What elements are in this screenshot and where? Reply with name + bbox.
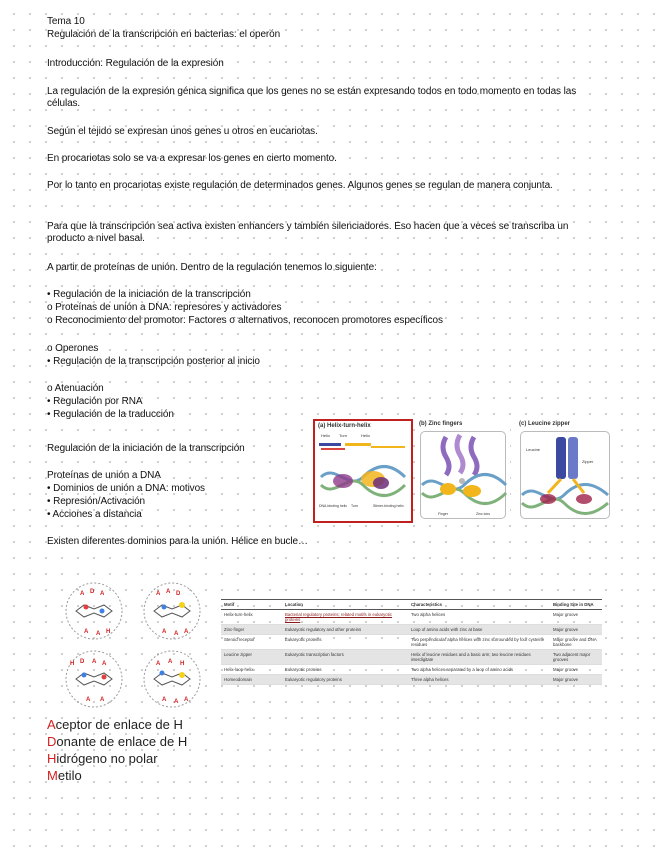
- table-cell: Eukaryotic regulatory proteins: [282, 675, 408, 685]
- leucine-zipper-illustration: [518, 429, 612, 519]
- panel-title: (c) Leucine zipper: [519, 421, 571, 427]
- table-row: [221, 635, 602, 650]
- list-item: o Reconocimiento del promotor: Factores σ alternativos, reconocen promotores específicos: [47, 315, 443, 326]
- mol-letter: A: [166, 589, 171, 595]
- panel-zinc-fingers: [416, 419, 510, 523]
- fig-label: Leucine: [526, 447, 541, 452]
- mol-letter: A: [184, 697, 189, 703]
- table-cell: Three alpha helices: [408, 675, 550, 685]
- table-cell: Zinc-finger: [221, 625, 282, 635]
- table-cell: Bacterial regulatory proteins; related motifs in eukaryotic proteins: [282, 610, 408, 625]
- list-item: • Represión/Activación: [47, 496, 146, 507]
- fig-label: Turn: [351, 504, 359, 508]
- table-row: [221, 625, 602, 635]
- legend-item: Donante de enlace de H: [47, 734, 188, 749]
- section-heading: Regulación de la iniciación de la transcripción: [47, 443, 245, 454]
- mol-letter: A: [96, 631, 101, 637]
- dna-binding-motifs-figure: [313, 419, 613, 523]
- mol-letter: A: [174, 631, 179, 637]
- mol-letter: A: [184, 629, 189, 635]
- list-item: • Dominios de unión a DNA: motivos: [47, 483, 205, 494]
- table-cell: Two perpendicular alpha helices with zinc surrounded by four cysteine residues: [408, 635, 550, 650]
- legend-item: Aceptor de enlace de H: [47, 717, 183, 732]
- table-cell: Eukaryotic regulatory and other proteins: [282, 625, 408, 635]
- table-cell: Two adjacent major grooves: [550, 650, 602, 665]
- legend-item: Hidrógeno no polar: [47, 751, 158, 766]
- fig-label: Zinc ions: [476, 512, 491, 516]
- mol-letter: A: [156, 591, 161, 597]
- column-header: Characteristics: [408, 600, 550, 610]
- paragraph-7: Existen diferentes dominios para la unión. Hélice en bucle…: [47, 536, 308, 547]
- panel-leucine-zipper: [516, 419, 614, 523]
- table-row: [221, 610, 602, 625]
- table-cell: Helix-turn-helix: [221, 610, 282, 625]
- mol-letter: A: [162, 697, 167, 703]
- list-item: • Regulación por RNA: [47, 396, 143, 407]
- table-cell: Two alpha helices separated by a loop of amino acids: [408, 665, 550, 675]
- table-row: [221, 650, 602, 665]
- zinc-finger-illustration: [418, 429, 508, 519]
- list-item: o Atenuación: [47, 383, 104, 394]
- base-pair-recognition-diagrams: [56, 581, 216, 711]
- table-row: [221, 665, 602, 675]
- fig-label: Zipper: [582, 459, 594, 464]
- table-cell: Major groove: [550, 610, 602, 625]
- mol-letter: H: [106, 629, 111, 635]
- list-item: • Regulación de la iniciación de la transcripción: [47, 289, 251, 300]
- mol-letter: A: [156, 661, 161, 667]
- mol-letter: A: [102, 661, 107, 667]
- panel-helix-turn-helix: [313, 419, 413, 523]
- table-cell: Eukaryotic proteins: [282, 635, 408, 650]
- mol-letter: A: [174, 699, 179, 705]
- table-header-row: [221, 600, 602, 610]
- table-cell: Major groove and DNA backbone: [550, 635, 602, 650]
- table-cell: Homeodomain: [221, 675, 282, 685]
- list-item: o Operones: [47, 343, 99, 354]
- table-cell: Helix-loop-helix: [221, 665, 282, 675]
- table-cell: Steroid receptor: [221, 635, 282, 650]
- table-cell: Major groove: [550, 625, 602, 635]
- table-cell: Helix of leucine residues and a basic arm; two leucine residues interdigitate: [408, 650, 550, 665]
- list-item: • Regulación de la traducción: [47, 409, 174, 420]
- mol-letter: A: [84, 629, 89, 635]
- fig-label: DNA-binding helix: [319, 504, 348, 508]
- list-item: • Acciones a distancia: [47, 509, 142, 520]
- mol-letter: A: [162, 629, 167, 635]
- paragraph-1: La regulación de la expresión génica significa que los genes no se están expresando todos en todo momento en todas las células.: [47, 86, 577, 109]
- mol-letter: A: [168, 659, 173, 665]
- mol-letter: A: [100, 591, 105, 597]
- topic-number: Tema 10: [47, 16, 85, 27]
- paragraph-6: A partir de proteínas de unión. Dentro de la regulación tenemos lo siguiente:: [47, 262, 377, 273]
- paragraph-3: En procariotas solo se va a expresar los genes en cierto momento.: [47, 153, 337, 164]
- mol-letter: D: [90, 589, 95, 595]
- table-cell: Loop of amino acids with zinc at base: [408, 625, 550, 635]
- list-item: • Regulación de la transcripción posterior al inicio: [47, 356, 260, 367]
- table-cell: Two alpha helices: [408, 610, 550, 625]
- table-cell: Major groove: [550, 665, 602, 675]
- mol-letter: H: [180, 661, 185, 667]
- paragraph-2: Según el tejido se expresan unos genes u otros en eucariotas.: [47, 126, 318, 137]
- table-cell: Major groove: [550, 675, 602, 685]
- hbond-legend: [47, 716, 187, 784]
- mol-letter: H: [70, 661, 75, 667]
- column-header: Binding Site in DNA: [550, 600, 602, 610]
- fig-label: Stimer-binding helix: [373, 504, 404, 508]
- mol-letter: D: [176, 591, 181, 597]
- paragraph-5: Para que la transcripción sea activa existen enhancers y también silenciadores. Eso hacen que a veces se transcriba un producto a nivel basal.: [47, 221, 569, 244]
- fig-label: Helix: [361, 433, 370, 438]
- base-pair-diagrams: [56, 581, 216, 711]
- table-row: [221, 675, 602, 685]
- page-title: Regulación de la transcripción en bacterias: el operón: [47, 29, 281, 40]
- table-cell: Eukaryotic transcription factors: [282, 650, 408, 665]
- list-item: o Proteínas de unión a DNA: represores y activadores: [47, 302, 282, 313]
- panel-title: (a) Helix-turn-helix: [318, 423, 371, 429]
- paragraph-4: Por lo tanto en procariotas existe regulación de determinados genes. Algunos genes se regulan de manera conjunta.: [47, 180, 553, 191]
- column-header: Location: [282, 600, 408, 610]
- intro-heading: Introducción: Regulación de la expresión: [47, 58, 224, 69]
- column-header: Motif: [221, 600, 282, 610]
- fig-label: Finger: [438, 512, 448, 516]
- dna-binding-motif-table: [221, 599, 602, 685]
- mol-letter: A: [80, 591, 85, 597]
- mol-letter: A: [86, 697, 91, 703]
- helix-turn-helix-illustration: [315, 431, 411, 521]
- list-item: Proteínas de unión a DNA: [47, 470, 161, 481]
- fig-label: Helix: [321, 433, 330, 438]
- fig-label: Turn: [339, 433, 348, 438]
- panel-title: (b) Zinc fingers: [419, 421, 463, 427]
- legend-item: Metilo: [47, 768, 82, 783]
- mol-letter: A: [100, 697, 105, 703]
- mol-letter: A: [92, 659, 97, 665]
- mol-letter: D: [80, 659, 85, 665]
- table-cell: Eukaryotic proteins: [282, 665, 408, 675]
- table-cell: Leucine zipper: [221, 650, 282, 665]
